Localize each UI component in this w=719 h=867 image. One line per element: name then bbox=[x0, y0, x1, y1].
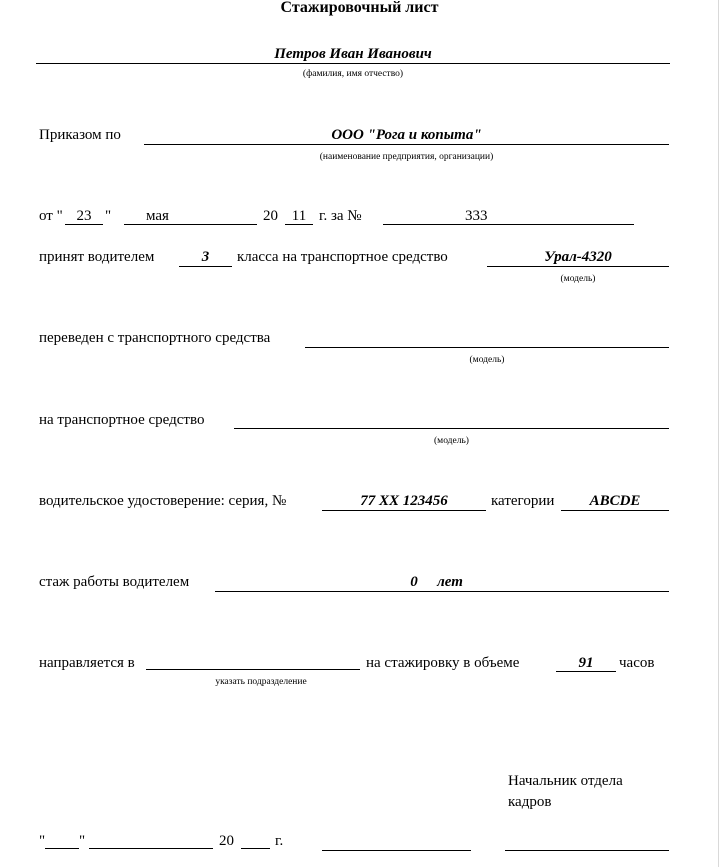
internship-hours-line bbox=[556, 671, 616, 672]
vehicle-model[interactable]: Урал-4320 bbox=[544, 249, 612, 265]
date-day[interactable]: 23 bbox=[76, 208, 92, 224]
experience-label: стаж работы водителем bbox=[39, 574, 190, 590]
order-number-line bbox=[383, 224, 634, 225]
date-quote-close: " bbox=[105, 208, 112, 224]
license-number[interactable]: 77 XX 123456 bbox=[360, 493, 448, 509]
sign-date-g: г. bbox=[275, 833, 284, 849]
position-line-2: кадров bbox=[508, 794, 552, 810]
vehicle-model-hint: (модель) bbox=[560, 274, 596, 284]
date-month[interactable]: мая bbox=[146, 208, 169, 224]
license-number-line bbox=[322, 510, 486, 511]
date-year-prefix: 20 bbox=[263, 208, 278, 224]
sign-date-day-line[interactable] bbox=[45, 848, 79, 849]
sign-date-quote-open: " bbox=[39, 833, 46, 849]
experience-unit: лет bbox=[437, 574, 463, 590]
transfer-from-line[interactable] bbox=[305, 347, 669, 348]
organization-hint: (наименование предприятия, организации) bbox=[319, 152, 494, 162]
license-categories[interactable]: ABCDE bbox=[589, 493, 641, 509]
internship-hours[interactable]: 91 bbox=[578, 655, 594, 671]
date-g-za: г. за № bbox=[319, 208, 362, 224]
organization-line bbox=[144, 144, 669, 145]
person-hint: (фамилия, имя отчество) bbox=[302, 69, 404, 79]
volume-label: на стажировку в объеме bbox=[366, 655, 520, 671]
internship-label: направляется в bbox=[39, 655, 135, 671]
department-line[interactable] bbox=[146, 669, 360, 670]
driver-class[interactable]: 3 bbox=[201, 249, 210, 265]
driver-class-line bbox=[179, 266, 232, 267]
date-year-line bbox=[285, 224, 313, 225]
date-prefix: от " bbox=[39, 208, 63, 224]
date-year[interactable]: 11 bbox=[291, 208, 307, 224]
hire-label: принят водителем bbox=[39, 249, 155, 265]
transfer-from-label: переведен с транспортного средства bbox=[39, 330, 271, 346]
date-day-line bbox=[65, 224, 103, 225]
position-line-1: Начальник отдела bbox=[508, 773, 623, 789]
experience-line bbox=[215, 591, 669, 592]
sign-date-quote-close: " bbox=[79, 833, 86, 849]
vehicle-model-line bbox=[487, 266, 669, 267]
organization-name[interactable]: ООО "Рога и копыта" bbox=[331, 127, 482, 143]
date-month-line bbox=[124, 224, 257, 225]
transfer-from-hint: (модель) bbox=[469, 355, 505, 365]
license-categories-line bbox=[561, 510, 669, 511]
experience-years[interactable]: 0 bbox=[410, 574, 418, 590]
signature-name-line[interactable] bbox=[505, 850, 669, 851]
signature-line[interactable] bbox=[322, 850, 471, 851]
license-label: водительское удостоверение: серия, № bbox=[39, 493, 287, 509]
person-name-line bbox=[36, 63, 670, 64]
department-hint: указать подразделение bbox=[215, 677, 307, 687]
person-name[interactable]: Петров Иван Иванович bbox=[274, 46, 432, 62]
categories-label: категории bbox=[491, 493, 555, 509]
transfer-to-hint: (модель) bbox=[434, 436, 469, 446]
order-number[interactable]: 333 bbox=[465, 208, 488, 224]
transfer-to-line[interactable] bbox=[234, 428, 669, 429]
class-text: класса на транспортное средство bbox=[237, 249, 448, 265]
page-title: Стажировочный лист bbox=[280, 0, 439, 16]
sign-date-year-line[interactable] bbox=[241, 848, 270, 849]
sign-date-year-prefix: 20 bbox=[219, 833, 234, 849]
sign-date-month-line[interactable] bbox=[89, 848, 213, 849]
order-label: Приказом по bbox=[39, 127, 121, 143]
hours-unit: часов bbox=[619, 655, 655, 671]
transfer-to-label: на транспортное средство bbox=[39, 412, 205, 428]
